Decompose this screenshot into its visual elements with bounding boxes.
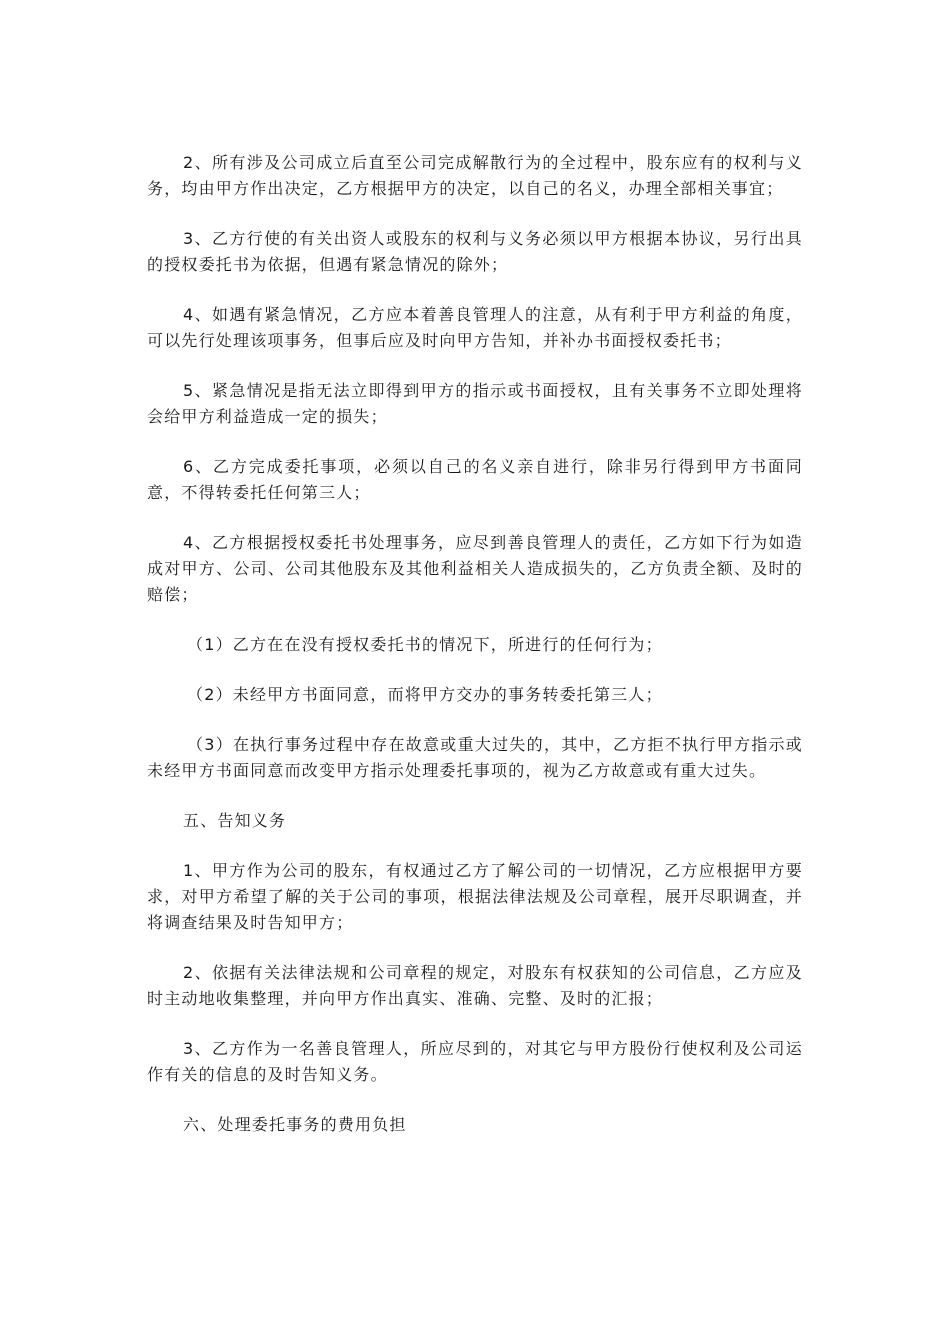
- sub-clause-paragraph: （3）在执行事务过程中存在故意或重大过失的，其中，乙方拒不执行甲方指示或未经甲方书面同意而改变甲方指示处理委托事项的，视为乙方故意或有重大过失。: [147, 735, 803, 780]
- section-heading: 五、告知义务: [183, 811, 287, 830]
- clause-paragraph: 6、乙方完成委托事项，必须以自己的名义亲自进行，除非另行得到甲方书面同意，不得转委托任何第三人；: [147, 457, 803, 502]
- clause-paragraph: 2、所有涉及公司成立后直至公司完成解散行为的全过程中，股东应有的权利与义务，均由甲方作出决定，乙方根据甲方的决定，以自己的名义，办理全部相关事宜；: [147, 153, 803, 198]
- clause-paragraph: 4、乙方根据授权委托书处理事务，应尽到善良管理人的责任，乙方如下行为如造成对甲方、公司、公司其他股东及其他利益相关人造成损失的，乙方负责全额、及时的赔偿；: [147, 533, 803, 604]
- document-body: [147, 150, 803, 1162]
- section-heading: 六、处理委托事务的费用负担: [183, 1115, 407, 1134]
- sub-clause-paragraph: （2）未经甲方书面同意，而将甲方交办的事务转委托第三人；: [187, 685, 663, 704]
- sub-clause-paragraph: （1）乙方在在没有授权委托书的情况下，所进行的任何行为；: [187, 635, 663, 654]
- clause-paragraph: 3、乙方行使的有关出资人或股东的权利与义务必须以甲方根据本协议，另行出具的授权委托书为依据，但遇有紧急情况的除外；: [147, 229, 803, 274]
- clause-paragraph: 3、乙方作为一名善良管理人，所应尽到的，对其它与甲方股份行使权利及公司运作有关的信息的及时告知义务。: [147, 1039, 803, 1084]
- clause-paragraph: 2、依据有关法律法规和公司章程的规定，对股东有权获知的公司信息，乙方应及时主动地收集整理，并向甲方作出真实、准确、完整、及时的汇报；: [147, 963, 803, 1008]
- clause-paragraph: 1、甲方作为公司的股东，有权通过乙方了解公司的一切情况，乙方应根据甲方要求，对甲方希望了解的关于公司的事项，根据法律法规及公司章程，展开尽职调查，并将调查结果及时告知甲方；: [147, 861, 803, 932]
- clause-paragraph: 5、紧急情况是指无法立即得到甲方的指示或书面授权，且有关事务不立即处理将会给甲方利益造成一定的损失；: [147, 381, 803, 426]
- clause-paragraph: 4、如遇有紧急情况，乙方应本着善良管理人的注意，从有利于甲方利益的角度，可以先行处理该项事务，但事后应及时向甲方告知，并补办书面授权委托书；: [147, 305, 803, 350]
